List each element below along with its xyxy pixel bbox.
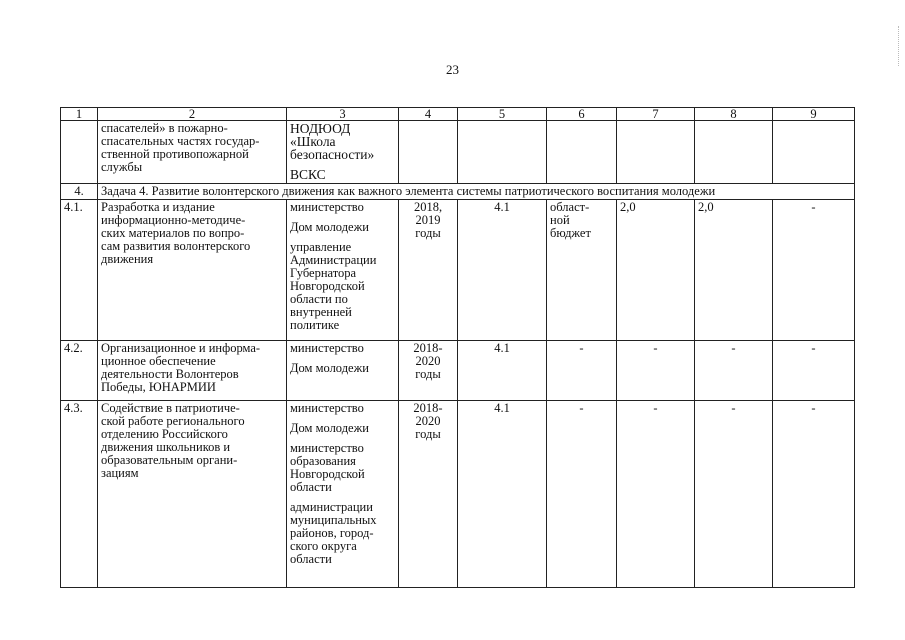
- funding-amount-cell: -: [695, 401, 773, 588]
- scan-edge-mark: [897, 26, 899, 66]
- measure-cell: Содействие в патриотиче- ской работе регионального отделению Российского движения школьников и образовательным органи- зациям: [98, 401, 287, 588]
- funding-amount-cell: -: [617, 401, 695, 588]
- page-number: 23: [446, 62, 459, 77]
- measure-cell: спасателей» в пожарно- спасательных частях государ- ственной противопожарной службы: [98, 121, 287, 184]
- funding-amount-cell: -: [773, 341, 855, 401]
- measure-cell: Разработка и издание информационно-методиче- ских материалов по вопро- сам развития волонтерского движения: [98, 200, 287, 341]
- item-number-cell: 4.2.: [61, 341, 98, 401]
- executor-entry: министерство: [290, 401, 364, 415]
- executor-entry: ВСКС: [290, 167, 326, 182]
- table-row: [61, 401, 855, 588]
- executors-cell: [287, 401, 399, 588]
- executor-entry: Дом молодежи: [290, 220, 369, 234]
- period-cell: 2018- 2020 годы: [399, 341, 458, 401]
- task-row: [61, 184, 855, 200]
- funding-source-cell: -: [547, 341, 617, 401]
- table-row: [61, 200, 855, 341]
- column-number-cell: 5: [458, 108, 547, 121]
- period-cell: 2018, 2019 годы: [399, 200, 458, 341]
- column-number-cell: 4: [399, 108, 458, 121]
- funding-amount-cell: [617, 121, 695, 184]
- item-number-cell: 4.3.: [61, 401, 98, 588]
- column-number-cell: 7: [617, 108, 695, 121]
- measures-table: [60, 107, 855, 588]
- indicator-cell: 4.1: [458, 200, 547, 341]
- task-number-cell: 4.: [61, 184, 98, 200]
- executor-entry: Дом молодежи: [290, 421, 369, 435]
- measure-cell: Организационное и информа- ционное обеспечение деятельности Волонтеров Победы, ЮНАРМИИ: [98, 341, 287, 401]
- funding-amount-cell: -: [773, 200, 855, 341]
- indicator-cell: [458, 121, 547, 184]
- funding-amount-cell: 2,0: [617, 200, 695, 341]
- period-cell: [399, 121, 458, 184]
- funding-amount-cell: -: [695, 341, 773, 401]
- executor-entry: Дом молодежи: [290, 361, 369, 375]
- funding-amount-cell: -: [773, 401, 855, 588]
- funding-amount-cell: -: [617, 341, 695, 401]
- executors-cell: [287, 341, 399, 401]
- funding-source-cell: -: [547, 401, 617, 588]
- column-number-cell: 8: [695, 108, 773, 121]
- executor-entry: министерство: [290, 200, 364, 214]
- item-number-cell: 4.1.: [61, 200, 98, 341]
- executors-cell: [287, 121, 399, 184]
- executor-entry: управление Администрации Губернатора Новгородской области по внутренней политике: [290, 240, 377, 332]
- column-number-row: [61, 108, 855, 121]
- column-number-cell: 6: [547, 108, 617, 121]
- executor-entry: министерство образования Новгородской области: [290, 441, 365, 494]
- column-number-cell: 9: [773, 108, 855, 121]
- funding-amount-cell: [695, 121, 773, 184]
- indicator-cell: 4.1: [458, 341, 547, 401]
- column-number-cell: 2: [98, 108, 287, 121]
- period-cell: 2018- 2020 годы: [399, 401, 458, 588]
- funding-amount-cell: [773, 121, 855, 184]
- column-number-cell: 1: [61, 108, 98, 121]
- table-row: [61, 121, 855, 184]
- executor-entry: министерство: [290, 341, 364, 355]
- task-title-cell: Задача 4. Развитие волонтерского движения как важного элемента системы патриотического воспитания молодежи: [98, 184, 855, 200]
- executor-entry: НОДЮОД «Школа безопасности»: [290, 121, 375, 162]
- item-number-cell: [61, 121, 98, 184]
- indicator-cell: 4.1: [458, 401, 547, 588]
- table-row: [61, 341, 855, 401]
- funding-source-cell: [547, 121, 617, 184]
- funding-source-cell: област- ной бюджет: [547, 200, 617, 341]
- funding-amount-cell: 2,0: [695, 200, 773, 341]
- executors-cell: [287, 200, 399, 341]
- column-number-cell: 3: [287, 108, 399, 121]
- executor-entry: администрации муниципальных районов, город- ского округа области: [290, 500, 377, 566]
